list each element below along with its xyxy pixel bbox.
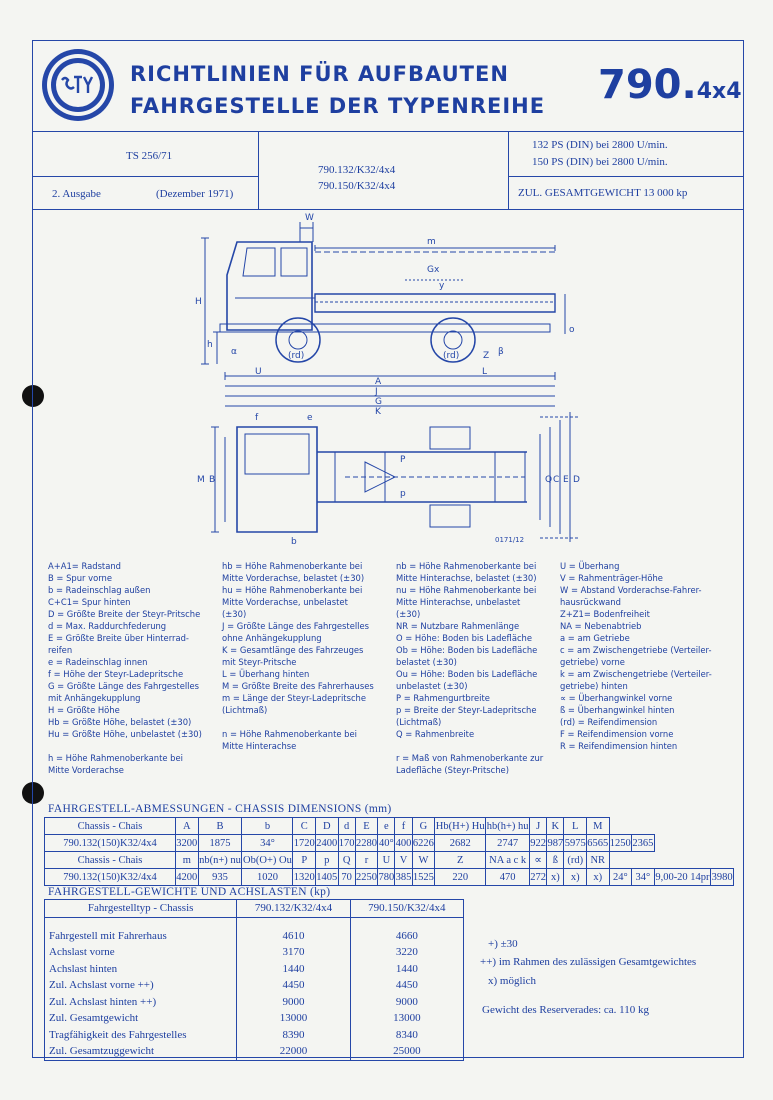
edition-date: (Dezember 1971): [156, 188, 234, 200]
label-Z: Z: [483, 351, 490, 361]
legend-item: B = Spur vorne: [48, 573, 112, 583]
dimension-value-cell: 6565: [586, 835, 609, 852]
legend-item: Ob = Höhe: Boden bis Ladefläche: [396, 645, 538, 655]
weights-value-cell: 4450: [237, 977, 350, 994]
legend-item: L = Überhang hinten: [222, 669, 310, 679]
dimensions-table: [44, 817, 734, 886]
dimension-value-cell: 220: [435, 869, 486, 886]
weights-value-cell: 9000: [350, 994, 463, 1011]
legend-item: a = am Getriebe: [560, 633, 630, 643]
dimension-header-cell: Z: [435, 852, 486, 869]
legend-item: ohne Anhängekupplung: [222, 633, 322, 643]
label-alpha: α: [231, 347, 237, 357]
dimension-header-cell: f: [395, 818, 412, 835]
legend-item: getriebe) vorne: [560, 657, 625, 667]
label-U: U: [255, 367, 262, 377]
dimension-value-cell: 40°: [378, 835, 395, 852]
legend-item: (Lichtmaß): [396, 717, 442, 727]
legend-item: Mitte Vorderachse: [48, 765, 124, 775]
label-B: B: [209, 475, 216, 485]
weights-label-cell: Tragfähigkeit des Fahrgestelles: [45, 1027, 237, 1044]
weights-label-cell: Achslast hinten: [45, 961, 237, 978]
legend-item: V = Rahmenträger-Höhe: [560, 573, 663, 583]
spacer-cell: [350, 917, 463, 928]
legend-item: M = Größte Breite des Fahrerhauses: [222, 681, 374, 691]
label-W: W: [305, 213, 314, 223]
dimension-header-cell: NA a c k: [486, 852, 530, 869]
dimension-header-cell: Chassis - Chais: [45, 852, 176, 869]
dimension-value-cell: 3200: [176, 835, 199, 852]
legend-item: O = Höhe: Boden bis Ladefläche: [396, 633, 533, 643]
dimension-header-cell: E: [355, 818, 378, 835]
label-G: G: [375, 397, 382, 407]
dimension-header-cell: P: [293, 852, 316, 869]
dimension-value-cell: 1020: [242, 869, 293, 886]
dimension-value-cell: 272: [530, 869, 547, 886]
dimension-header-cell: p: [316, 852, 339, 869]
label-p: p: [400, 489, 406, 499]
legend-item: G = Größte Länge des Fahrgestelles: [48, 681, 200, 691]
weights-label-cell: Zul. Achslast hinten ++): [45, 994, 237, 1011]
weights-value-cell: 22000: [237, 1043, 350, 1060]
dimension-value-cell: 34°: [632, 869, 655, 886]
weights-row: [45, 994, 464, 1011]
dimensions-value-row: [45, 869, 734, 886]
weights-value-cell: 4610: [237, 928, 350, 945]
weights-value-cell: 25000: [350, 1043, 463, 1060]
weights-value-cell: 9000: [237, 994, 350, 1011]
weights-value-cell: 3220: [350, 944, 463, 961]
dimension-header-cell: d: [338, 818, 355, 835]
dimension-header-cell: Ob(O+) Ou: [242, 852, 293, 869]
weights-value-cell: 4660: [350, 928, 463, 945]
dimension-value-cell: 1250: [609, 835, 632, 852]
dimension-value-cell: 2280: [355, 835, 378, 852]
dimension-value-cell: 922: [530, 835, 547, 852]
dimension-header-cell: hb(h+) hu: [486, 818, 530, 835]
legend-item: NR = Nutzbare Rahmenlänge: [396, 621, 520, 631]
divider: [508, 176, 744, 177]
dimension-value-cell: 3980: [711, 869, 734, 886]
weights-label-cell: Zul. Gesamtgewicht: [45, 1010, 237, 1027]
weights-value-cell: 13000: [237, 1010, 350, 1027]
legend-item: k = am Zwischengetriebe (Verteiler-: [560, 669, 712, 679]
label-M: M: [197, 475, 205, 485]
legend-item: e = Radeinschlag innen: [48, 657, 148, 667]
legend-item: mit Steyr-Pritsche: [222, 657, 297, 667]
legend-item: Mitte Vorderachse, belastet (±30): [222, 573, 365, 583]
legend-item: m = Länge der Steyr-Ladepritsche: [222, 693, 367, 703]
legend-item: [48, 740, 218, 752]
label-A: A: [375, 377, 382, 387]
gross-weight: ZUL. GESAMTGEWICHT 13 000 kp: [518, 187, 688, 199]
legend-item: NA = Nebenabtrieb: [560, 621, 642, 631]
weights-header-cell: 790.150/K32/4x4: [350, 900, 463, 918]
steyr-logo-icon: [40, 47, 116, 123]
label-L: L: [482, 367, 488, 377]
spacer-cell: [45, 917, 237, 928]
label-P: P: [400, 455, 406, 465]
dimension-header-cell: V: [395, 852, 412, 869]
divider: [258, 131, 259, 209]
weights-header-row: [45, 900, 464, 918]
weights-header-cell: Fahrgestelltyp - Chassis: [45, 900, 237, 918]
legend-item: H = Größte Höhe: [48, 705, 120, 715]
legend-item: mit Anhängekupplung: [48, 693, 141, 703]
legend-item: Mitte Vorderachse, unbelastet: [222, 597, 348, 607]
dimension-header-cell: D: [316, 818, 339, 835]
dimension-value-cell: x): [564, 869, 587, 886]
legend-item: J = Größte Länge des Fahrgestelles: [222, 621, 370, 631]
dimension-value-cell: 9,00-20 14pr: [654, 869, 711, 886]
legend-item: U = Überhang: [560, 561, 620, 571]
legend-item: belastet (±30): [396, 657, 457, 667]
dimension-value-cell: 1320: [293, 869, 316, 886]
dimension-value-cell: 1720: [293, 835, 316, 852]
label-H: H: [195, 297, 202, 307]
dimension-header-cell: W: [412, 852, 435, 869]
label-e: e: [307, 413, 313, 423]
dimension-value-cell: 780: [378, 869, 395, 886]
dimension-value-cell: 790.132(150)K32/4x4: [45, 869, 176, 886]
label-y: y: [439, 281, 445, 291]
dimension-value-cell: 6226: [412, 835, 435, 852]
legend-item: D = Größte Breite der Steyr-Pritsche: [48, 609, 201, 619]
dimension-value-cell: 70: [338, 869, 355, 886]
divider: [32, 209, 744, 210]
legend-item: Z+Z1= Bodenfreiheit: [560, 609, 650, 619]
weights-label-cell: Achslast vorne: [45, 944, 237, 961]
legend-item: Hu = Größte Höhe, unbelastet (±30): [48, 729, 202, 739]
weights-row: [45, 944, 464, 961]
weights-label-cell: Fahrgestell mit Fahrerhaus: [45, 928, 237, 945]
legend-item: E = Größte Breite über Hinterrad-: [48, 633, 189, 643]
legend-item: (Lichtmaß): [222, 705, 268, 715]
legend-item: (±30): [396, 609, 421, 619]
legend-column-2: [222, 560, 392, 752]
title-line-1: RICHTLINIEN FÜR AUFBAUTEN: [130, 62, 509, 86]
legend-item: (rd) = Reifendimension: [560, 717, 658, 727]
dimensions-header-row: [45, 852, 734, 869]
dimension-value-cell: 1525: [412, 869, 435, 886]
note-reserve: Gewicht des Reserverades: ca. 110 kg: [482, 1004, 649, 1016]
truck-technical-drawing: [195, 212, 595, 547]
label-D: D: [573, 475, 580, 485]
weights-row: [45, 1010, 464, 1027]
dimension-value-cell: 24°: [609, 869, 632, 886]
model-suffix: 4x4: [696, 79, 742, 104]
divider: [32, 131, 744, 132]
legend-item: Mitte Hinterachse, unbelastet: [396, 597, 521, 607]
dimension-value-cell: 400: [395, 835, 412, 852]
label-E: E: [563, 475, 569, 485]
dimension-value-cell: 470: [486, 869, 530, 886]
note-plus: +) ±30: [488, 938, 518, 950]
label-Q: Q: [545, 475, 553, 485]
dimension-header-cell: e: [378, 818, 395, 835]
dimension-header-cell: ∝: [530, 852, 547, 869]
dimension-value-cell: 34°: [242, 835, 293, 852]
type-1: 790.132/K32/4x4: [318, 164, 396, 176]
label-o: o: [569, 325, 575, 335]
dimension-value-cell: x): [547, 869, 564, 886]
legend-item: Hb = Größte Höhe, belastet (±30): [48, 717, 192, 727]
model-number: [598, 62, 742, 108]
dimension-header-cell: m: [176, 852, 199, 869]
legend-item: unbelastet (±30): [396, 681, 468, 691]
legend-item: R = Reifendimension hinten: [560, 741, 678, 751]
label-b: b: [291, 537, 297, 547]
label-rd-rear: (rd): [443, 351, 460, 361]
dimension-value-cell: 4200: [176, 869, 199, 886]
legend-item: (±30): [222, 609, 247, 619]
legend-item: hb = Höhe Rahmenoberkante bei: [222, 561, 363, 571]
spacer-cell: [237, 917, 350, 928]
label-K: K: [375, 407, 381, 417]
dimension-value-cell: 2365: [632, 835, 655, 852]
weights-label-cell: Zul. Achslast vorne ++): [45, 977, 237, 994]
dimension-value-cell: 987: [547, 835, 564, 852]
legend-item: f = Höhe der Steyr-Ladepritsche: [48, 669, 184, 679]
weights-value-cell: 4450: [350, 977, 463, 994]
legend-item: nb = Höhe Rahmenoberkante bei: [396, 561, 537, 571]
note-x: x) möglich: [488, 975, 536, 987]
drawing-stamp: 0171/12: [495, 536, 525, 544]
label-f: f: [255, 413, 259, 423]
dimension-value-cell: 2250: [355, 869, 378, 886]
legend-item: W = Abstand Vorderachse-Fahrer-: [560, 585, 702, 595]
legend-item: Mitte Hinterachse, belastet (±30): [396, 573, 537, 583]
dimension-header-cell: M: [586, 818, 609, 835]
legend-item: K = Gesamtlänge des Fahrzeuges: [222, 645, 364, 655]
weights-value-cell: 8340: [350, 1027, 463, 1044]
label-beta: β: [498, 347, 504, 357]
legend-item: F = Reifendimension vorne: [560, 729, 674, 739]
title-line-2: FAHRGESTELLE DER TYPENREIHE: [130, 94, 546, 118]
note-plusplus: ++) im Rahmen des zulässigen Gesamtgewichtes: [480, 956, 697, 968]
legend-item: A+A1= Radstand: [48, 561, 121, 571]
dimensions-header-row: [45, 818, 734, 835]
weights-header-cell: 790.132/K32/4x4: [237, 900, 350, 918]
weights-value-cell: 1440: [237, 961, 350, 978]
dimension-header-cell: r: [355, 852, 378, 869]
label-C: C: [553, 475, 560, 485]
power-1: 132 PS (DIN) bei 2800 U/min.: [532, 139, 668, 151]
legend-column-1: [48, 560, 218, 776]
legend-item: r = Maß von Rahmenoberkante zur: [396, 753, 544, 763]
dimension-value-cell: 2682: [435, 835, 486, 852]
legend-item: nu = Höhe Rahmenoberkante bei: [396, 585, 537, 595]
weights-row: [45, 977, 464, 994]
legend-item: Mitte Hinterachse: [222, 741, 297, 751]
dimension-value-cell: x): [586, 869, 609, 886]
dimension-value-cell: 1875: [198, 835, 242, 852]
legend-column-4: [560, 560, 740, 752]
edition: 2. Ausgabe: [52, 188, 101, 200]
legend-item: [396, 740, 564, 752]
legend-item: hu = Höhe Rahmenoberkante bei: [222, 585, 363, 595]
legend-item: [222, 716, 392, 728]
label-m: m: [427, 237, 436, 247]
dimension-header-cell: Hb(H+) Hu: [435, 818, 486, 835]
label-h: h: [207, 340, 213, 350]
weights-row: [45, 961, 464, 978]
dimension-value-cell: 2747: [486, 835, 530, 852]
doc-number: TS 256/71: [126, 150, 173, 162]
dimension-header-cell: J: [530, 818, 547, 835]
legend-item: d = Max. Raddurchfederung: [48, 621, 167, 631]
legend-item: reifen: [48, 645, 73, 655]
weights-value-cell: 13000: [350, 1010, 463, 1027]
dimension-header-cell: Chassis - Chais: [45, 818, 176, 835]
legend-item: Ladefläche (Steyr-Pritsche): [396, 765, 509, 775]
dimension-header-cell: L: [564, 818, 587, 835]
divider: [508, 131, 509, 209]
legend-item: p = Breite der Steyr-Ladepritsche: [396, 705, 537, 715]
weights-row: [45, 1027, 464, 1044]
dimension-value-cell: 170: [338, 835, 355, 852]
legend-item: Q = Rahmenbreite: [396, 729, 475, 739]
spacer-row: [45, 917, 464, 928]
label-rd-front: (rd): [288, 351, 305, 361]
dimension-header-cell: NR: [586, 852, 609, 869]
dimensions-value-row: [45, 835, 734, 852]
weights-value-cell: 1440: [350, 961, 463, 978]
legend-item: ∝ = Überhangwinkel vorne: [560, 693, 673, 703]
dimension-header-cell: (rd): [564, 852, 587, 869]
dimension-header-cell: Q: [338, 852, 355, 869]
dimensions-section-title: FAHRGESTELL-ABMESSUNGEN - CHASSIS DIMENSIONS (mm): [48, 803, 392, 815]
dimension-header-cell: C: [293, 818, 316, 835]
dimension-header-cell: B: [198, 818, 242, 835]
label-Gx: Gx: [427, 265, 440, 275]
dimension-header-cell: U: [378, 852, 395, 869]
dimension-value-cell: 385: [395, 869, 412, 886]
weights-section-title: FAHRGESTELL-GEWICHTE UND ACHSLASTEN (kp): [48, 886, 331, 898]
legend-item: hausrückwand: [560, 597, 621, 607]
dimension-header-cell: K: [547, 818, 564, 835]
legend-item: C+C1= Spur hinten: [48, 597, 131, 607]
weights-label-cell: Zul. Gesamtzuggewicht: [45, 1043, 237, 1060]
dimension-header-cell: ß: [547, 852, 564, 869]
legend-item: b = Radeinschlag außen: [48, 585, 151, 595]
legend-item: ß = Überhangwinkel hinten: [560, 705, 675, 715]
model-main: 790.: [598, 62, 697, 108]
dimension-value-cell: 790.132(150)K32/4x4: [45, 835, 176, 852]
legend-item: h = Höhe Rahmenoberkante bei: [48, 753, 183, 763]
legend-item: n = Höhe Rahmenoberkante bei: [222, 729, 357, 739]
dimension-header-cell: G: [412, 818, 435, 835]
legend-item: c = am Zwischengetriebe (Verteiler-: [560, 645, 712, 655]
divider: [32, 176, 258, 177]
dimension-value-cell: 935: [198, 869, 242, 886]
weights-value-cell: 8390: [237, 1027, 350, 1044]
legend-column-3: [396, 560, 564, 776]
dimension-value-cell: 2400: [316, 835, 339, 852]
legend-item: Ou = Höhe: Boden bis Ladefläche: [396, 669, 538, 679]
type-2: 790.150/K32/4x4: [318, 180, 396, 192]
weights-row: [45, 928, 464, 945]
dimension-header-cell: A: [176, 818, 199, 835]
label-J: J: [375, 387, 378, 397]
dimension-header-cell: b: [242, 818, 293, 835]
dimension-header-cell: nb(n+) nu: [198, 852, 242, 869]
power-2: 150 PS (DIN) bei 2800 U/min.: [532, 156, 668, 168]
legend-item: P = Rahmengurtbreite: [396, 693, 490, 703]
dimension-value-cell: 1405: [316, 869, 339, 886]
legend-item: getriebe) hinten: [560, 681, 628, 691]
weights-table: [44, 899, 464, 1061]
dimension-value-cell: 5975: [564, 835, 587, 852]
weights-row: [45, 1043, 464, 1060]
weights-value-cell: 3170: [237, 944, 350, 961]
